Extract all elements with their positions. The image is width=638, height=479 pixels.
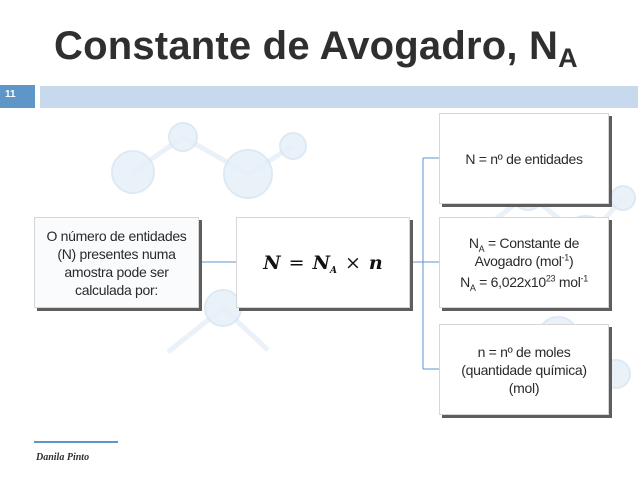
formula-na-subscript: A — [329, 265, 337, 276]
formula-box — [236, 217, 410, 308]
entities-definition-box — [439, 113, 609, 204]
page-title-text: Constante de Avogadro, N — [54, 24, 559, 68]
avogadro-line-3-value: = 6,022x10 — [475, 274, 546, 290]
source-statement-text: O número de entidades (N) presentes numa amostra pode ser calculada por: — [46, 227, 187, 298]
title-divider-bar — [40, 86, 638, 108]
author-divider — [34, 441, 118, 443]
avogadro-definition-line-3 — [460, 273, 588, 291]
avogadro-definition-line-2 — [475, 252, 574, 270]
moles-definition-line-3: (mol) — [508, 379, 540, 396]
formula-left-symbol: N — [263, 251, 281, 274]
avogadro-line-2-prefix: Avogadro (mol — [474, 253, 562, 269]
formula-na-symbol: N — [312, 251, 330, 274]
page-title — [54, 24, 578, 73]
formula-times-symbol: × — [344, 251, 361, 274]
avogadro-line-2-suffix: ) — [568, 253, 574, 269]
avogadro-line-3-subscript: A — [469, 282, 476, 293]
avogadro-line-1-subscript: A — [478, 243, 485, 254]
moles-definition-line-2: (quantidade química) — [461, 361, 587, 378]
avogadro-line-3-prefix: N — [460, 274, 470, 290]
avogadro-line-1-suffix: = Constante de — [484, 235, 580, 251]
author-name: Danila Pinto — [36, 452, 90, 463]
avogadro-definition-box — [439, 217, 609, 308]
formula-equals-symbol: = — [288, 251, 305, 274]
page-number-badge — [0, 85, 35, 108]
avogadro-line-3-superscript: 23 — [545, 273, 556, 284]
moles-definition-box — [439, 324, 609, 415]
avogadro-definition-line-1 — [469, 234, 579, 252]
avogadro-line-3-unit-superscript: -1 — [580, 273, 588, 284]
page-number: 11 — [5, 89, 16, 100]
avogadro-line-3-unit: mol — [555, 274, 581, 290]
moles-definition-line-1: n = nº de moles — [477, 343, 571, 360]
formula-right-symbol: n — [368, 251, 383, 274]
entities-definition-text: N = nº de entidades — [465, 150, 583, 167]
source-statement-box — [34, 217, 199, 308]
avogadro-line-1-prefix: N — [468, 235, 479, 251]
page-title-subscript: A — [558, 43, 578, 73]
avogadro-formula — [263, 251, 383, 276]
avogadro-line-2-superscript: -1 — [561, 252, 569, 263]
